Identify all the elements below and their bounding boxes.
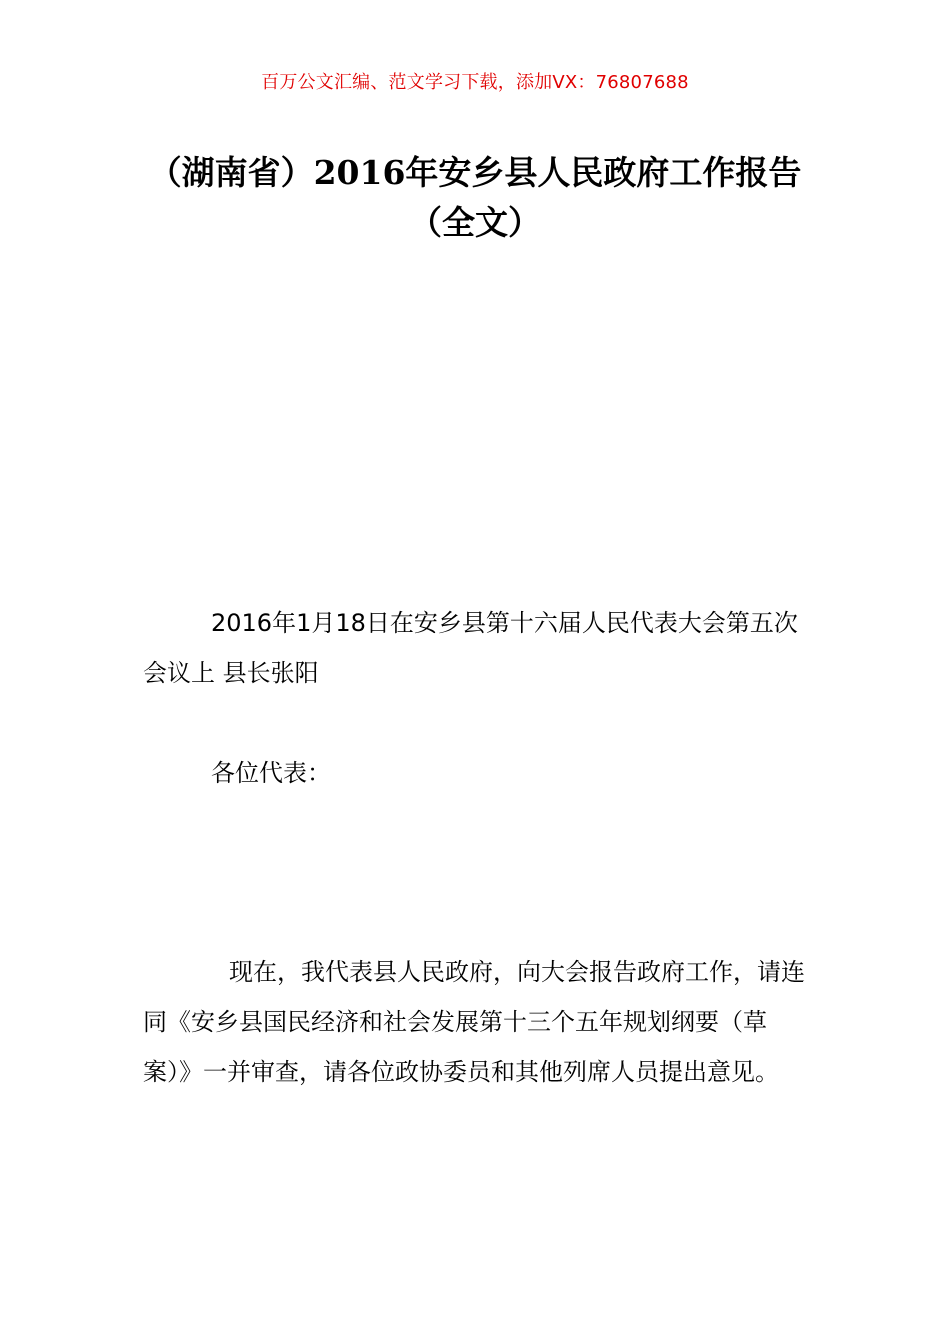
report-paragraph: 现在，我代表县人民政府，向大会报告政府工作，请连同《安乡县国民经济和社会发展第十三个五年规划纲要（草案）》一并审查，请各位政协委员和其他列席人员提出意见。	[143, 958, 805, 1086]
greeting: 各位代表：	[211, 759, 331, 787]
document-title: （湖南省）2016年安乡县人民政府工作报告（全文）	[148, 153, 802, 242]
header-notice: 百万公文汇编、范文学习下载，添加VX：76807688	[261, 72, 689, 93]
date-line: 2016年1月18日在安乡县第十六届人民代表大会第五次会议上 县长张阳	[143, 609, 798, 687]
